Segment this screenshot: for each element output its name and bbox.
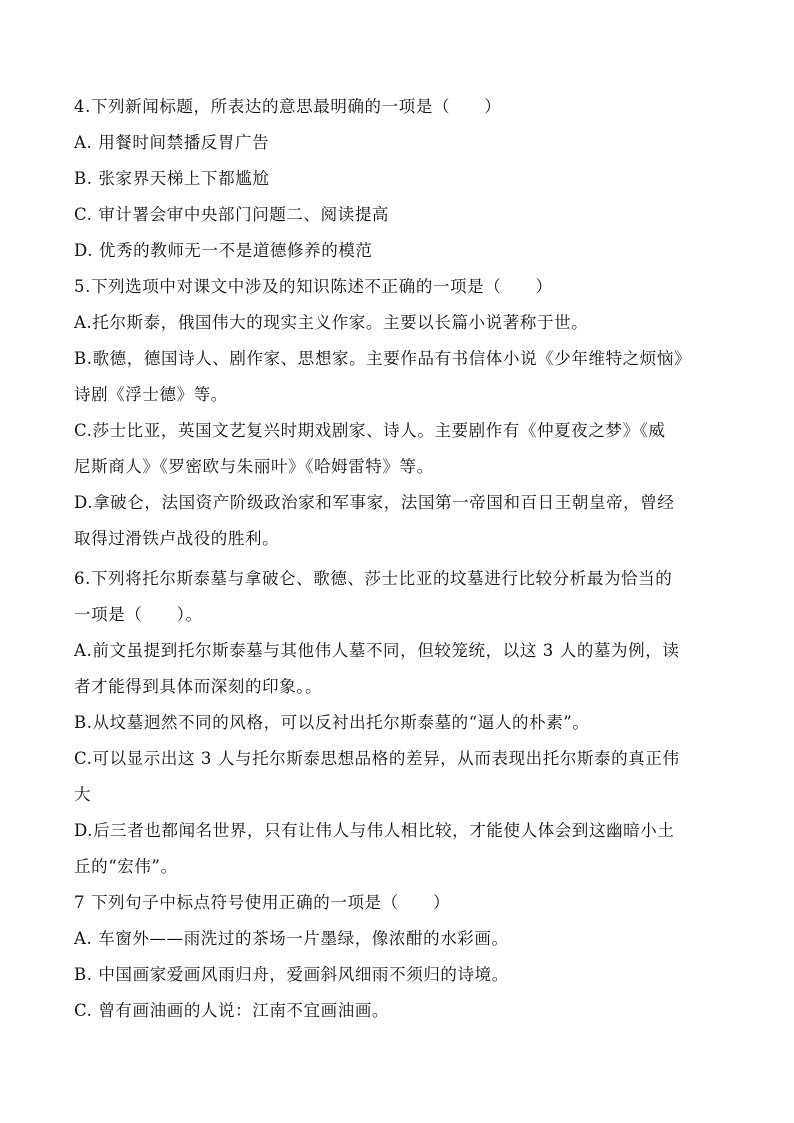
question-5-option-b-line-1: B.歌德，德国诗人、剧作家、思想家。主要作品有书信体小说《少年维特之烦恼》 (74, 349, 692, 368)
question-4-option-d: D. 优秀的教师无一不是道德修养的模范 (74, 241, 373, 260)
question-4-option-a: A. 用餐时间禁播反胃广告 (74, 133, 270, 152)
question-7-stem: 7 下列句子中标点符号使用正确的一项是（ ） (74, 893, 451, 912)
question-6-option-d-line-1: D.后三者也都闻名世界，只有让伟人与伟人相比较，才能使人体会到这幽暗小土 (74, 821, 675, 840)
question-5-option-a: A.托尔斯泰，俄国伟大的现实主义作家。主要以长篇小说著称于世。 (74, 313, 589, 332)
question-5-option-c-line-1: C.莎士比亚，英国文艺复兴时期戏剧家、诗人。主要剧作有《仲夏夜之梦》《威 (74, 421, 666, 440)
question-5-stem: 5.下列选项中对课文中涉及的知识陈述不正确的一项是（ ） (74, 277, 553, 296)
question-5-option-c-line-2: 尼斯商人》《罗密欧与朱丽叶》《哈姆雷特》等。 (74, 457, 434, 476)
question-7-option-a: A. 车窗外——雨洗过的茶场一片墨绿，像浓酣的水彩画。 (74, 929, 509, 948)
question-6-option-d-line-2: 丘的“宏伟”。 (74, 857, 178, 876)
question-5-option-d-line-1: D.拿破仑，法国资产阶级政治家和军事家，法国第一帝国和百日王朝皇帝，曾经 (74, 493, 675, 512)
question-4-option-b: B. 张家界天梯上下都尴尬 (74, 169, 270, 188)
question-7-option-c: C. 曾有画油画的人说：江南不宜画油画。 (74, 1001, 390, 1020)
question-6-option-a-line-2: 者才能得到具体而深刻的印象。。 (74, 677, 323, 696)
question-6-option-c-line-1: C.可以显示出这 3 人与托尔斯泰思想品格的差异，从而表现出托尔斯泰的真正伟 (74, 749, 680, 768)
question-5-option-b-line-2: 诗剧《浮士德》等。 (74, 385, 228, 404)
question-6-option-a-line-1: A.前文虽提到托尔斯泰墓与其他伟人墓不同，但较笼统，以这 3 人的墓为例，读 (74, 641, 680, 660)
question-6-stem-line-2: 一项是（ ）。 (74, 605, 203, 624)
question-7-option-b: B. 中国画家爱画风雨归舟，爱画斜风细雨不须归的诗境。 (74, 965, 509, 984)
question-6-option-c-line-2: 大 (74, 785, 92, 804)
question-5-option-d-line-2: 取得过滑铁卢战役的胜利。 (74, 529, 280, 548)
question-4-stem: 4.下列新闻标题，所表达的意思最明确的一项是（ ） (74, 97, 502, 116)
question-6-option-b: B.从坟墓迥然不同的风格，可以反衬出托尔斯泰墓的“逼人的朴素”。 (74, 713, 590, 732)
question-4-option-c: C. 审计署会审中央部门问题二、阅读提高 (74, 205, 390, 224)
question-6-stem-line-1: 6.下列将托尔斯泰墓与拿破仑、歌德、莎士比亚的坟墓进行比较分析最为恰当的 (74, 569, 673, 588)
